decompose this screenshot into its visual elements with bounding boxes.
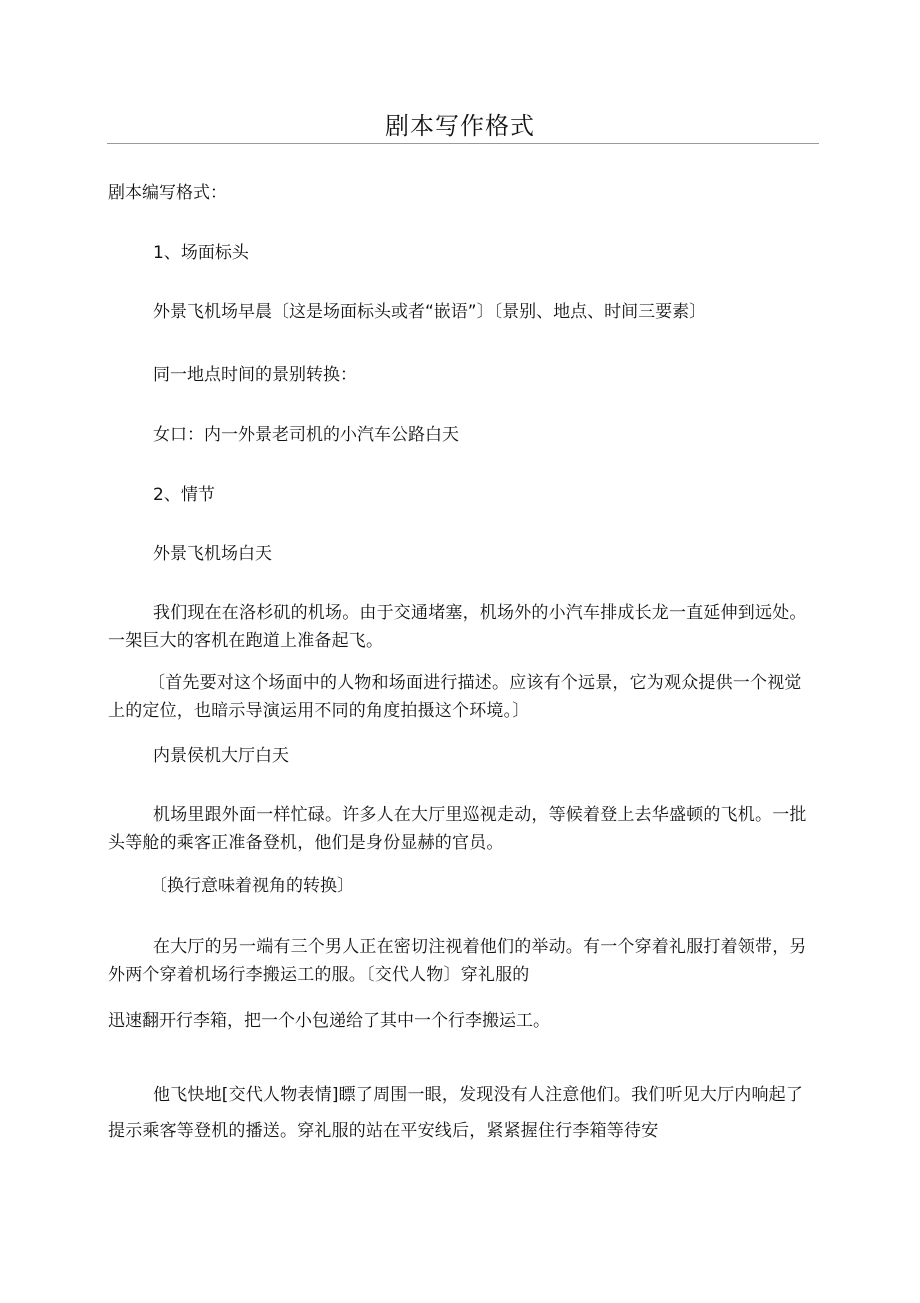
paragraph-note-describe: 〔首先要对这个场面中的人物和场面进行描述。应该有个远景，它为观众提供一个视觉上的定位，也暗示导演运用不同的角度拍摄这个环境。〕 <box>108 673 802 721</box>
document-title: 剧本写作格式 <box>385 112 535 140</box>
title-divider <box>107 143 819 144</box>
paragraph-glance: 他飞快地[交代人物表情]瞟了周围一眼，发现没有人注意他们。我们听见大厅内响起了提示乘客等登机的播送。穿礼服的站在平安线后，紧紧握住行李箱等待安 <box>108 1085 804 1141</box>
section-heading-1: 1、场面标头 <box>153 243 249 263</box>
paragraph-three-men: 在大厅的另一端有三个男人正在密切注视着他们的举动。有一个穿着礼服打着领带，另外两个穿着机场行李搬运工的服。〔交代人物〕穿礼服的 <box>108 937 807 985</box>
section-heading-2: 2、情节 <box>153 485 215 505</box>
scene-heading-exterior: 外景飞机场白天 <box>153 544 272 564</box>
example-transition: 女口：内一外景老司机的小汽车公路白天 <box>153 425 459 445</box>
same-place-line: 同一地点时间的景别转换： <box>153 365 357 385</box>
scene-heading-interior: 内景侯机大厅白天 <box>153 746 289 766</box>
intro-line: 剧本编写格式： <box>108 183 227 203</box>
note-newline: 〔换行意味着视角的转换〕 <box>150 876 354 896</box>
paragraph-airport: 我们现在在洛杉矶的机场。由于交通堵塞，机场外的小汽车排成长龙一直延伸到远处。一架巨大的客机在跑道上准备起飞。 <box>108 603 807 651</box>
paragraph-hall: 机场里跟外面一样忙碌。许多人在大厅里巡视走动，等候着登上去华盛顿的飞机。一批头等舱的乘客正准备登机，他们是身份显赫的官员。 <box>108 805 807 853</box>
example-scene-heading: 外景飞机场早晨〔这是场面标头或者“嵌语”〕〔景别、地点、时间三要素〕 <box>153 302 707 322</box>
line-suitcase: 迅速翻开行李箱，把一个小包递给了其中一个行李搬运工。 <box>108 1011 550 1031</box>
